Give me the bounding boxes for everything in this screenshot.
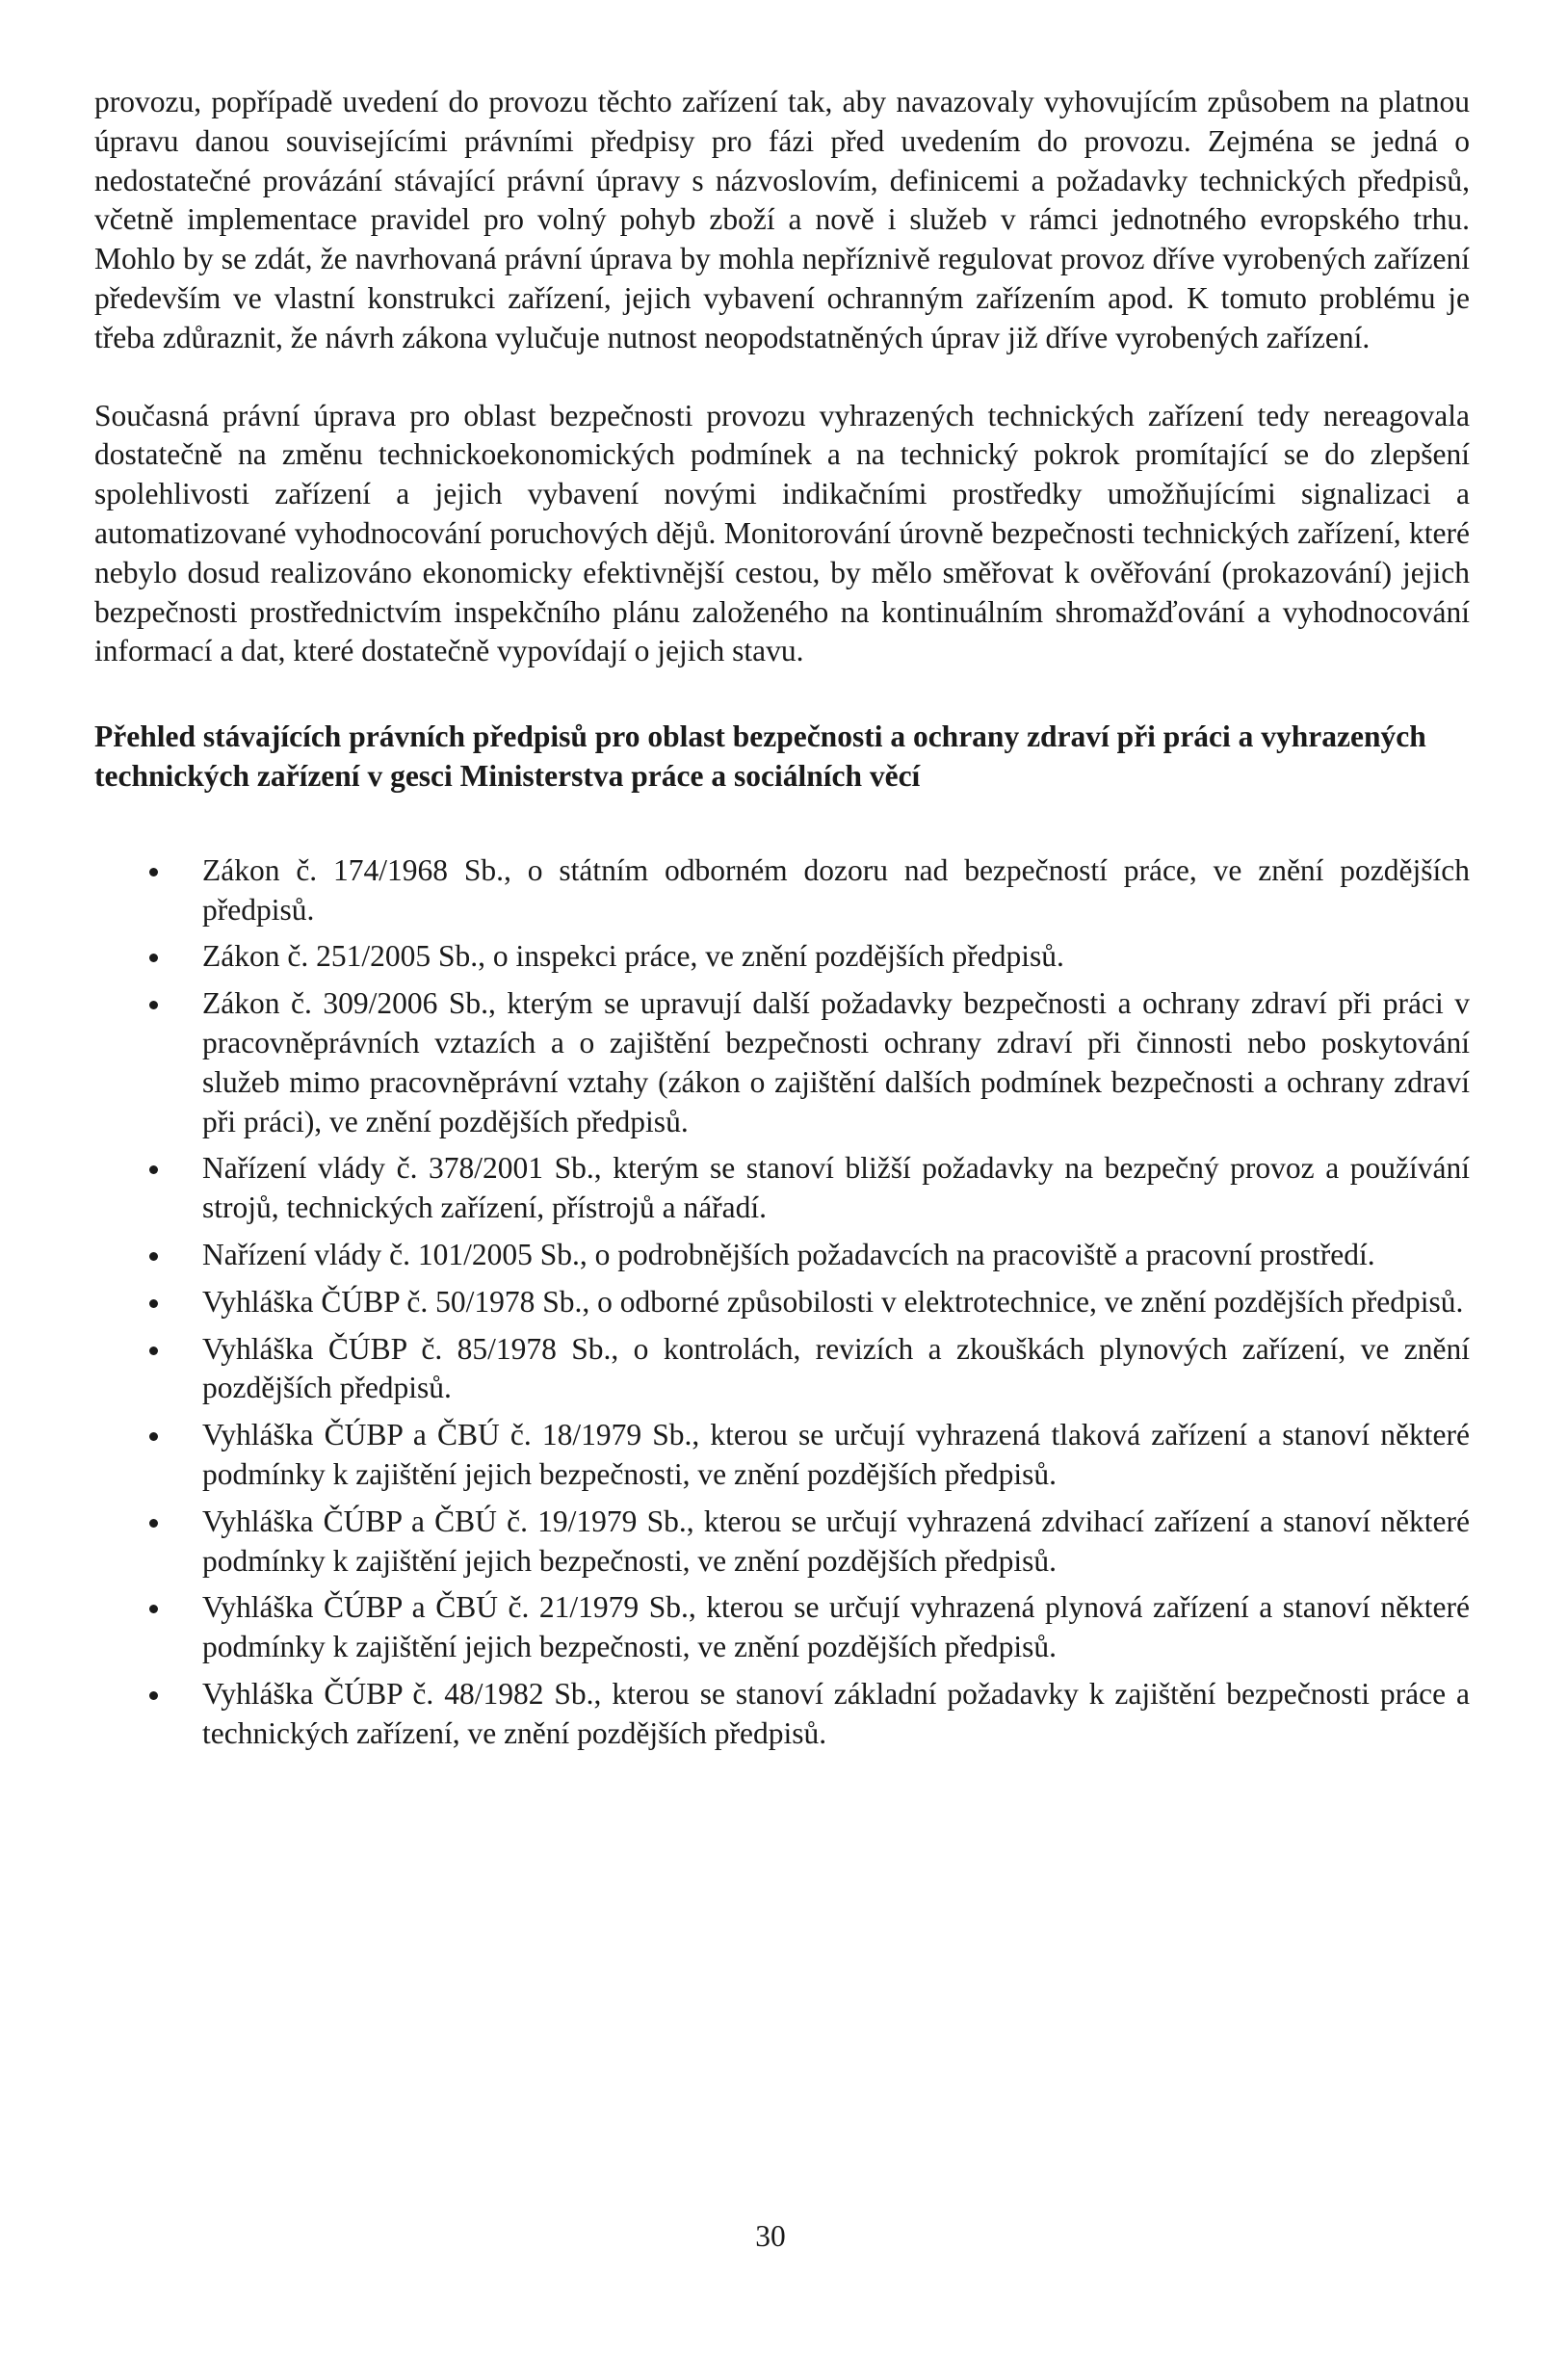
bullet-icon — [149, 1165, 158, 1174]
bullet-icon — [149, 1299, 158, 1308]
list-item-text: Vyhláška ČÚBP a ČBÚ č. 18/1979 Sb., kterou se určují vyhrazená tlaková zařízení a stanoví některé podmínky k zajištění jejich bezpečnosti, ve znění pozdějších předpisů. — [202, 1418, 1470, 1491]
bullet-icon — [149, 1519, 158, 1528]
bullet-icon — [149, 1252, 158, 1261]
list-item — [94, 1149, 1470, 1228]
bullet-icon — [149, 1001, 158, 1009]
list-item — [94, 1416, 1470, 1495]
bullet-icon — [149, 1691, 158, 1700]
list-item — [94, 1675, 1470, 1754]
list-item — [94, 984, 1470, 1141]
list-item — [94, 937, 1470, 977]
bullet-icon — [149, 1432, 158, 1441]
bullet-icon — [149, 954, 158, 962]
list-item-text: Vyhláška ČÚBP č. 48/1982 Sb., kterou se stanoví základní požadavky k zajištění bezpečnosti práce a technických zařízení, ve znění pozdějších předpisů. — [202, 1676, 1470, 1750]
list-item-text: Vyhláška ČÚBP č. 85/1978 Sb., o kontrolách, revizích a zkouškách plynových zařízení, ve znění pozdějších předpisů. — [202, 1331, 1470, 1405]
list-item — [94, 1283, 1470, 1322]
section-heading: Přehled stávajících právních předpisů pro oblast bezpečnosti a ochrany zdraví při práci a vyhrazených technických zařízení v gesci Ministerstva práce a sociálních věcí — [94, 719, 1426, 793]
list-item-text: Vyhláška ČÚBP a ČBÚ č. 19/1979 Sb., kterou se určují vyhrazená zdvihací zařízení a stanoví některé podmínky k zajištění jejich bezpečnosti, ve znění pozdějších předpisů. — [202, 1504, 1470, 1578]
list-item — [94, 1503, 1470, 1582]
list-item — [94, 1330, 1470, 1409]
page-number: 30 — [755, 2219, 786, 2253]
list-item — [94, 1588, 1470, 1667]
list-item-text: Nařízení vlády č. 378/2001 Sb., kterým se stanoví bližší požadavky na bezpečný provoz a používání strojů, technických zařízení, přístrojů a nářadí. — [202, 1151, 1470, 1225]
regulations-list — [94, 851, 1470, 1754]
paragraph-intro-continuation: provozu, popřípadě uvedení do provozu těchto zařízení tak, aby navazovaly vyhovujícím způsobem na platnou úpravu danou souvisejícími právními předpisy pro fázi před uvedením do provozu. Zejména se jedná o nedostatečné provázání stávající právní úpravy s názvoslovím, definicemi a požadavky technických předpisů, včetně implementace pravidel pro volný pohyb zboží a nově i služeb v rámci jednotného evropského trhu. Mohlo by se zdát, že navrhovaná právní úprava by mohla nepříznivě regulovat provoz dříve vyrobených zařízení především ve vlastní konstrukci zařízení, jejich vybavení ochranným zařízením apod. K tomuto problému je třeba zdůraznit, že návrh zákona vylučuje nutnost neopodstatněných úprav již dříve vyrobených zařízení. — [94, 85, 1470, 354]
list-item-text: Vyhláška ČÚBP č. 50/1978 Sb., o odborné způsobilosti v elektrotechnice, ve znění pozdějších předpisů. — [202, 1284, 1464, 1319]
list-item-text: Nařízení vlády č. 101/2005 Sb., o podrobnějších požadavcích na pracoviště a pracovní prostředí. — [202, 1237, 1375, 1271]
list-item-text: Zákon č. 174/1968 Sb., o státním odborném dozoru nad bezpečností práce, ve znění pozdějších předpisů. — [202, 852, 1470, 927]
list-item-text: Vyhláška ČÚBP a ČBÚ č. 21/1979 Sb., kterou se určují vyhrazená plynová zařízení a stanoví některé podmínky k zajištění jejich bezpečnosti, ve znění pozdějších předpisů. — [202, 1590, 1470, 1664]
bullet-icon — [149, 1347, 158, 1355]
bullet-icon — [149, 868, 158, 876]
bullet-icon — [149, 1605, 158, 1613]
list-item-text: Zákon č. 309/2006 Sb., kterým se upravují další požadavky bezpečnosti a ochrany zdraví při práci v pracovněprávních vztazích a o zajištění bezpečnosti ochrany zdraví při činnosti nebo poskytování služeb mimo pracovněprávní vztahy (zákon o zajištění dalších podmínek bezpečnosti a ochrany zdraví při práci), ve znění pozdějších předpisů. — [202, 986, 1470, 1138]
list-item — [94, 1236, 1470, 1275]
paragraph-current-regulation: Současná právní úprava pro oblast bezpečnosti provozu vyhrazených technických zařízení tedy nereagovala dostatečně na změnu technickoekonomických podmínek a na technický pokrok promítající se do zlepšení spolehlivosti zařízení a jejich vybavení novými indikačními prostředky umožňujícími signalizaci a automatizované vyhodnocování poruchových dějů. Monitorování úrovně bezpečnosti technických zařízení, které nebylo dosud realizováno ekonomicky efektivnější cestou, by mělo směřovat k ověřování (prokazování) jejich bezpečnosti prostřednictvím inspekčního plánu založeného na kontinuálním shromažďování a vyhodnocování informací a dat, které dostatečně vypovídají o jejich stavu. — [94, 398, 1470, 668]
document-page — [94, 83, 1470, 1761]
list-item — [94, 851, 1470, 930]
list-item-text: Zákon č. 251/2005 Sb., o inspekci práce, ve znění pozdějších předpisů. — [202, 939, 1064, 974]
